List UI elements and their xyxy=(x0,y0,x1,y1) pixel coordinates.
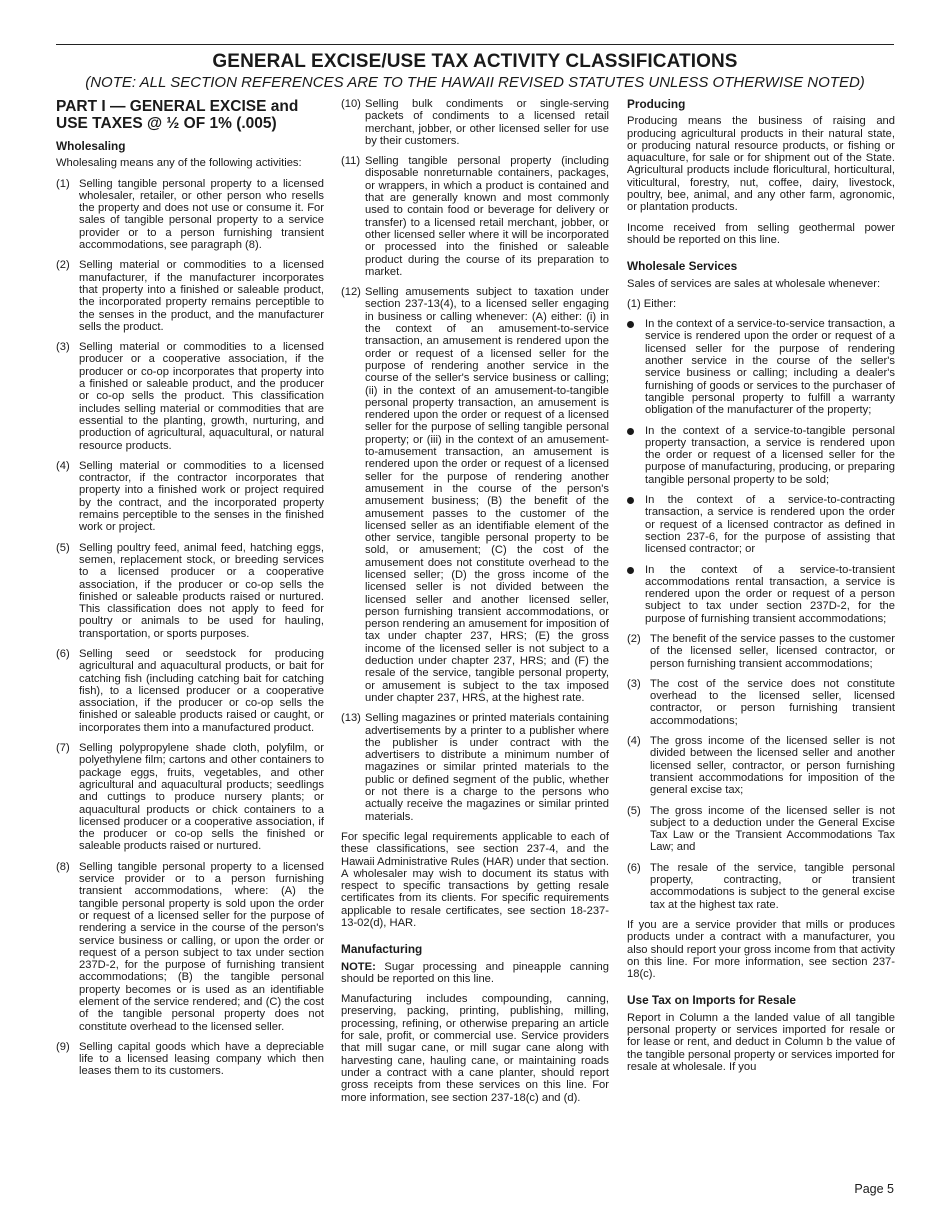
wholesaling-closing: For specific legal requirements applicable to each of these classifications, see section 237-4, and the Hawaii Administrative Rules (HAR) under that section. A wholesaler may wish to document its status with respect to specific transactions by getting resale certificates from its clients. For specific requirements applicable to resale certificates, see section 18-237-13-02(d), HAR. xyxy=(341,830,609,929)
producing-geothermal: Income received from selling geothermal power should be reported on this line. xyxy=(627,221,895,246)
item-text: The gross income of the licensed seller is not subject to a deduction under the General Excise Tax Law or the Transient Accommodations Tax Law; and xyxy=(650,804,895,854)
bullet-icon xyxy=(627,425,645,486)
column-3 xyxy=(627,98,895,1081)
item-text: Selling capital goods which have a depreciable life to a licensed leasing company which then leases them to its customers. xyxy=(79,1040,324,1078)
bullet-text: In the context of a service-to-transient accommodations rental transaction, a service is rendered upon the order or request of a person subject to tax under section 237D-2, for the purpose of furnishing transient accommodations; xyxy=(645,563,895,625)
item-number: (4) xyxy=(627,735,641,748)
item-number: (3) xyxy=(627,677,641,690)
item-text: Selling tangible personal property to a licensed wholesaler, retailer, or other person who resells the property and does not use or consume it. For sales of tangible personal property to a service provider or to a person furnishing transient accommodations, see paragraph (8). xyxy=(79,177,324,252)
item-number: (10) xyxy=(341,98,361,110)
item-number: (13) xyxy=(341,712,361,725)
item-text: Selling poultry feed, animal feed, hatching eggs, semen, replacement stock, or breeding services to a licensed producer or a cooperative association, if the producer or co-op sells the finished or saleable products raised or nurtured. This classification does not apply to feed for poultry or animals to be used for hauling, transportation, or sports purposes. xyxy=(79,541,324,640)
item-number: (11) xyxy=(341,155,361,168)
section-heading-use-tax: Use Tax on Imports for Resale xyxy=(627,993,796,1008)
bullet-item xyxy=(627,494,895,555)
use-tax-body: Report in Column a the landed value of all tangible personal property or services imported for resale or for lease or rent, and deduct in Column b the value of the tangible personal property or services imported for resale at wholesale. If you xyxy=(627,1011,896,1073)
wholesale-services-closing: If you are a service provider that mills or produces products under a contract with a manufacturer, you also should report your gross income from that activity on this line. For more information, see section 237-18(c). xyxy=(627,918,895,981)
item-number: (1) xyxy=(56,177,70,190)
item-text: Selling material or commodities to a licensed contractor, if the contractor incorporates that property into a finished work or project required by the contract, and the incorporated property remains perceptible to the senses in the finished work or project. xyxy=(79,459,324,534)
list-item xyxy=(56,259,324,333)
item-number: (2) xyxy=(56,259,70,272)
column-1 xyxy=(56,98,324,1086)
section-heading-manufacturing: Manufacturing xyxy=(341,942,423,957)
item-text: Selling tangible personal property (including disposable nonreturnable containers, packages, or wrappers, in which a product is contained and that are generally known and most commonly used to contain food or beverage for delivery or transfer) to a licensed retail merchant, jobber, or other licensed seller where it will be incorporated or processed into the finished or saleable product during the course of its preparation to market. xyxy=(365,155,609,278)
page-number: Page 5 xyxy=(854,1182,894,1196)
wholesale-services-intro: Sales of services are sales at wholesale whenever: xyxy=(627,277,881,290)
note-label: NOTE: xyxy=(341,960,376,973)
list-item xyxy=(56,861,324,1033)
bullet-icon xyxy=(627,318,645,416)
list-item xyxy=(627,633,895,670)
bullet-text: In the context of a service-to-tangible personal property transaction, a service is rendered upon the order or request of a licensed seller for the purpose of manufacturing, producing, or preparing tangible personal property to be sold; xyxy=(645,424,895,486)
item-text: The benefit of the service passes to the customer of the licensed seller, licensed contractor, or person furnishing transient accommodations; xyxy=(650,632,895,670)
list-item xyxy=(56,178,324,252)
item-number: (2) xyxy=(627,632,641,645)
item-text: Selling amusements subject to taxation under section 237-13(4), to a licensed seller engaging in business or calling whenever: (A) either: (i) in the context of an amusement-to-service transaction, an amusement is rendered upon the order or request of a licensed seller for the purpose of rendering another service in the course of the seller's service business or calling; (ii) in the context of an amusement-to-tangible personal property transaction, an amusement is rendered upon the order or request of a licensed seller for the purpose of selling tangible personal property; or (iii) in the context of an amusement-to-amusement transaction, an amusement is rendered upon the order or request of a licensed seller for the purpose of rendering another amusement in the course of the person's amusement business; (B) the benefit of the amusement passes to the customer of the licensed seller as an identifiable element of the other service, tangible personal property to be sold, or amusement; (C) the cost of the amusement does not constitute overhead to the licensed seller; (D) the gross income of the licensed seller is not divided between the licensed seller and another licensed seller, person furnishing transient accommodations, or person rendering an amusement for imposition of tax under chapter 237, HRS; (E) the gross income of the licensed seller is not subject to a deduction under chapter 237, HRS; and (F) the resale of the service, tangible personal property, or amusement is subject to the tax imposed under chapter 237, HRS, at the highest rate. xyxy=(365,286,609,704)
column-2 xyxy=(341,98,609,1112)
list-item xyxy=(56,341,324,452)
wholesale-services-either: (1) Either: xyxy=(627,297,677,310)
list-item xyxy=(627,678,895,727)
item-text: Selling tangible personal property to a licensed service provider or to a person furnishing transient accommodations, where: (A) the tangible personal property is sold upon the order or request of a licensed seller for the purpose of rendering a service in the course of the person's service business or calling, or upon the order or request of a person subject to tax under section 237D-2, for the purpose of furnishing transient accommodations; (B) the tangible personal property becomes or is used as an identifiable element of the service rendered; and (C) the cost of the tangible personal property does not constitute overhead to the licensed seller. xyxy=(79,860,324,1033)
list-item xyxy=(341,155,609,278)
item-text: Selling polypropylene shade cloth, polyfilm, or polyethylene film; cartons and other containers to package eggs, fruits, vegetables, and other agricultural and aquacultural products; seedlings and cuttings to produce nursery plants; or aquacultural products or chick containers to a licensed producer or a cooperative association, if the producer or co-op sells the finished or saleable products raised or nurtured. xyxy=(79,742,324,853)
list-item xyxy=(341,286,609,704)
header-rule xyxy=(56,44,894,45)
item-number: (12) xyxy=(341,286,361,299)
item-text: Selling magazines or printed materials containing advertisements by a printer to a publisher where the publisher is under contract with the advertisers to distribute a minimum number of magazines or similar printed materials to the public or defined segment of the public, whether or not there is a charge to the persons who actually receive the magazines or similar printed materials. xyxy=(365,712,609,823)
item-number: (4) xyxy=(56,459,70,472)
bullet-text: In the context of a service-to-contracting transaction, a service is rendered upon the order or request of a licensed contractor as defined in section 237-6, for the purpose of assisting that licensed contractor; or xyxy=(645,494,895,556)
bullet-item xyxy=(627,425,895,486)
item-number: (9) xyxy=(56,1040,70,1053)
part-title: PART I — GENERAL EXCISE and USE TAXES @ ½ OF 1% (.005) xyxy=(56,98,299,132)
item-text: The resale of the service, tangible personal property, contracting, or transient accommodations is subject to the general excise tax at the highest tax rate. xyxy=(650,861,895,911)
list-item xyxy=(341,712,609,823)
bullet-item xyxy=(627,318,895,416)
manufacturing-note xyxy=(341,961,609,986)
manufacturing-body: Manufacturing includes compounding, canning, preserving, packing, printing, publishing, milling, processing, refining, or otherwise preparing an article for sale, profit, or commercial use. Service providers that mill sugar cane, or mill sugar cane along with harvesting cane, hauling cane, or maintaining roads under a contract with a cane planter, should report gross receipts from these services on this line. For more information, see section 237-18(c) and (d). xyxy=(341,993,609,1104)
section-heading-wholesale-services: Wholesale Services xyxy=(627,259,738,274)
item-text: Selling seed or seedstock for producing agricultural and aquacultural products, or bait for catching fish (including catching bait for catching fish), to a licensed producer or a cooperative association, if the producer or co-op sells the finished or saleable products raised or caught, or incorporates them into a manufactured product. xyxy=(79,647,324,734)
bullet-icon xyxy=(627,564,645,625)
item-number: (5) xyxy=(627,804,641,817)
list-item xyxy=(56,460,324,534)
list-item xyxy=(56,1041,324,1078)
list-item xyxy=(56,648,324,734)
section-heading-wholesaling: Wholesaling xyxy=(56,139,126,153)
item-text: The cost of the service does not constitute overhead to the licensed seller, licensed contractor, or person furnishing transient accommodations; xyxy=(650,677,895,727)
item-number: (8) xyxy=(56,860,70,873)
producing-body: Producing means the business of raising and producing agricultural products in their natural state, or producing natural resource products, or fishing or aquaculture, for sale or for shipment out of the State. Agricultural products include floricultural, horticultural, viticultural, forestry, nut, coffee, dairy, livestock, poultry, bee, animal, and any other farm, agronomic, or plantation products. xyxy=(627,115,895,214)
item-text: Selling material or commodities to a licensed manufacturer, if the manufacturer incorporates that property into a finished or saleable product, the incorporated property remains perceptible to the senses in the product, and the manufacturer sells the product. xyxy=(79,259,324,333)
item-text: The gross income of the licensed seller is not divided between the licensed seller and another licensed seller, contractor, or person furnishing transient accommodations for imposition of the general excise tax; xyxy=(650,735,895,797)
item-number: (3) xyxy=(56,341,70,354)
bullet-text: In the context of a service-to-service transaction, a service is rendered upon the order or request of a licensed seller for the purpose of rendering another service in the course of the seller's service business or calling; including a dealer's furnishing of goods or services to the purchaser of tangible personal property to fulfill a warranty obligation of the manufacturer of the property; xyxy=(645,318,895,417)
item-number: (7) xyxy=(56,742,70,755)
page-subtitle-note: (NOTE: ALL SECTION REFERENCES ARE TO THE HAWAII REVISED STATUTES UNLESS OTHERWISE NOTED) xyxy=(85,74,865,91)
bullet-icon xyxy=(627,494,645,555)
page-title: GENERAL EXCISE/USE TAX ACTIVITY CLASSIFICATIONS xyxy=(212,51,738,72)
list-item xyxy=(56,542,324,640)
wholesaling-intro: Wholesaling means any of the following activities: xyxy=(56,157,302,170)
item-number: (5) xyxy=(56,541,70,554)
note-text: Sugar processing and pineapple canning should be reported on this line. xyxy=(341,960,609,985)
bullet-item xyxy=(627,564,895,625)
list-item xyxy=(627,805,895,854)
list-item xyxy=(56,742,324,853)
list-item xyxy=(627,862,895,911)
item-number: (6) xyxy=(627,861,641,874)
list-item xyxy=(627,735,895,796)
list-item xyxy=(341,98,609,147)
item-text: Selling material or commodities to a licensed producer or a cooperative association, if the producer or co-op incorporates that property into a finished or saleable product, and the producer or co-op sells the product. This classification includes selling material or commodities that are essential to the planting, growth, nurturing, and production of agricultural, aquacultural, or natural resource products. xyxy=(79,341,324,452)
item-text: Selling bulk condiments or single-serving packets of condiments to a licensed retail merchant, jobber, or other licensed seller for use by their customers. xyxy=(365,98,609,147)
section-heading-producing: Producing xyxy=(627,97,686,111)
item-number: (6) xyxy=(56,647,70,660)
